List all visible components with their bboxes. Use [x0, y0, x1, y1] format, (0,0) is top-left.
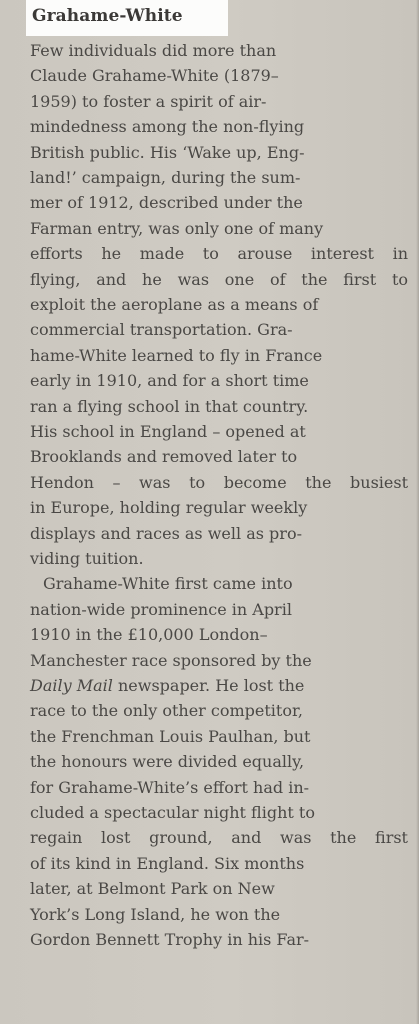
text-line: Gordon Bennett Trophy in his Far-	[30, 930, 310, 949]
text-segment: newspaper. He lost the	[112, 676, 305, 695]
text-line: of its kind in England. Six months	[30, 853, 305, 873]
text-line: for Grahame-White’s effort had in-	[30, 777, 310, 797]
text-line: nation-wide prominence in April	[30, 599, 292, 619]
text-line: Farman entry, was only one of many	[30, 218, 324, 238]
text-line: Manchester race sponsored by the	[30, 650, 312, 670]
text-line: British public. His ‘Wake up, Eng-	[30, 142, 305, 162]
text-line: hame-White learned to fly in France	[30, 345, 323, 365]
text-line: flying, and he was one of the first to	[30, 269, 409, 289]
text-line: land!’ campaign, during the sum-	[30, 168, 301, 187]
text-line: later, at Belmont Park on New	[30, 879, 275, 899]
text-line: His school in England – opened at	[30, 422, 306, 441]
text-line: race to the only other competitor,	[30, 701, 303, 721]
text-line: viding tuition.	[30, 549, 144, 568]
text-line: 1910 in the £10,000 London–	[30, 625, 268, 645]
text-line: the Frenchman Louis Paulhan, but	[30, 726, 311, 746]
text-line: Few individuals did more than	[30, 41, 277, 60]
text-line: mindedness among the non-flying	[30, 117, 305, 137]
text-line: Brooklands and removed later to	[30, 447, 298, 467]
text-line: in Europe, holding regular weekly	[30, 498, 308, 518]
text-line: Grahame-White first came into	[43, 574, 293, 594]
text-line: York’s Long Island, he won the	[30, 904, 281, 924]
entry-heading: Grahame-White	[32, 6, 183, 26]
text-line	[30, 675, 304, 697]
text-line: early in 1910, and for a short time	[30, 371, 309, 391]
italic-title: Daily Mail	[30, 676, 113, 695]
text-line: mer of 1912, described under the	[30, 193, 303, 213]
text-line: commercial transportation. Gra-	[30, 320, 293, 340]
text-line: exploit the aeroplane as a means of	[30, 295, 319, 314]
text-line: the honours were divided equally,	[30, 752, 305, 772]
text-line: Hendon – was to become the busiest	[30, 472, 409, 492]
text-line: cluded a spectacular night flight to	[30, 803, 315, 822]
text-line: ran a flying school in that country.	[30, 396, 309, 416]
text-line: efforts he made to arouse interest in	[30, 244, 409, 264]
text-line: Claude Grahame-White (1879–	[30, 66, 279, 86]
text-line: 1959) to foster a spirit of air-	[30, 91, 267, 111]
text-line: regain lost ground, and was the first	[30, 828, 408, 848]
text-line: displays and races as well as pro-	[30, 523, 302, 543]
